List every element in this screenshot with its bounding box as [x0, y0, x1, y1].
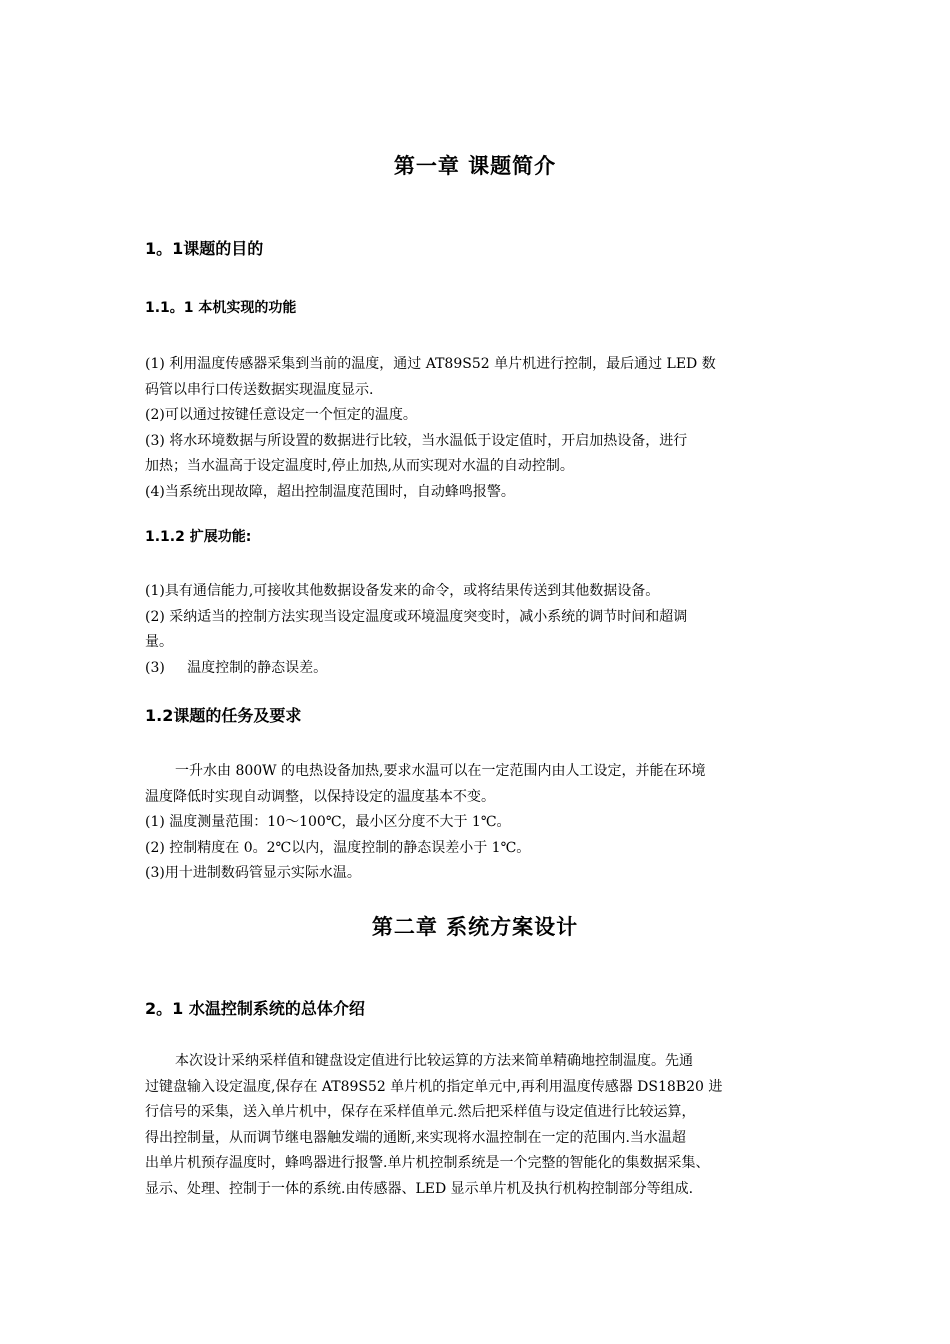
text-line: 本次设计采纳采样值和键盘设定值进行比较运算的方法来简单精确地控制温度。先通: [175, 1053, 693, 1069]
section-1-2-body: [145, 759, 810, 887]
text-line: 量。: [145, 634, 173, 650]
section-1-1-heading: 1。1课题的目的: [145, 239, 264, 258]
text-line: (3) 将水环境数据与所设置的数据进行比较，当水温低于设定值时，开启加热设备，进行: [145, 432, 688, 449]
text-line: (2) 控制精度在 0。2℃以内，温度控制的静态误差小于 1℃。: [145, 839, 531, 856]
text-line: (2) 采纳适当的控制方法实现当设定温度或环境温度突变时，减小系统的调节时间和超调: [145, 608, 688, 625]
section-2-1-heading: 2。1 水温控制系统的总体介绍: [145, 999, 365, 1018]
section-2-1-body: [145, 1049, 810, 1202]
text-line: 码管以串行口传送数据实现温度显示.: [145, 381, 374, 398]
text-line: (3) 温度控制的静态误差。: [145, 659, 328, 676]
section-1-1-1-body: [145, 352, 810, 505]
text-line: 温度降低时实现自动调整，以保持设定的温度基本不变。: [145, 788, 495, 805]
chapter-2-title: 第二章 系统方案设计: [371, 915, 579, 939]
text-line: (1) 温度测量范围：10～100℃，最小区分度不大于 1℃。: [145, 814, 511, 830]
text-line: (2)可以通过按键任意设定一个恒定的温度。: [145, 407, 417, 423]
section-1-1-1-heading: 1.1。1 本机实现的功能: [145, 300, 297, 316]
text-line: (3)用十进制数码管显示实际水温。: [145, 865, 361, 881]
section-1-2-heading: 1.2课题的任务及要求: [145, 706, 302, 725]
chapter-1-title: 第一章 课题简介: [393, 154, 557, 178]
section-1-1-2-body: [145, 579, 810, 681]
text-line: (4)当系统出现故障，超出控制温度范围时，自动蜂鸣报警。: [145, 483, 515, 500]
text-line: 过键盘输入设定温度,保存在 AT89S52 单片机的指定单元中,再利用温度传感器 DS18B20 进: [145, 1078, 723, 1095]
text-line: 出单片机预存温度时，蜂鸣器进行报警.单片机控制系统是一个完整的智能化的集数据采集、: [145, 1155, 710, 1171]
text-line: 一升水由 800W 的电热设备加热,要求水温可以在一定范围内由人工设定，并能在环境: [175, 763, 706, 779]
section-1-1-2-heading: 1.1.2 扩展功能:: [145, 529, 252, 545]
text-line: (1)具有通信能力,可接收其他数据设备发来的命令，或将结果传送到其他数据设备。: [145, 583, 660, 599]
text-line: 得出控制量，从而调节继电器触发端的通断,来实现将水温控制在一定的范围内.当水温超: [145, 1129, 686, 1146]
text-line: 加热；当水温高于设定温度时,停止加热,从而实现对水温的自动控制。: [145, 458, 574, 474]
text-line: 显示、处理、控制于一体的系统.由传感器、LED 显示单片机及执行机构控制部分等组成.: [145, 1180, 694, 1197]
text-line: (1) 利用温度传感器采集到当前的温度，通过 AT89S52 单片机进行控制，最后通过 LED 数: [145, 356, 716, 372]
text-line: 行信号的采集，送入单片机中，保存在采样值单元.然后把采样值与设定值进行比较运算，: [145, 1104, 696, 1120]
